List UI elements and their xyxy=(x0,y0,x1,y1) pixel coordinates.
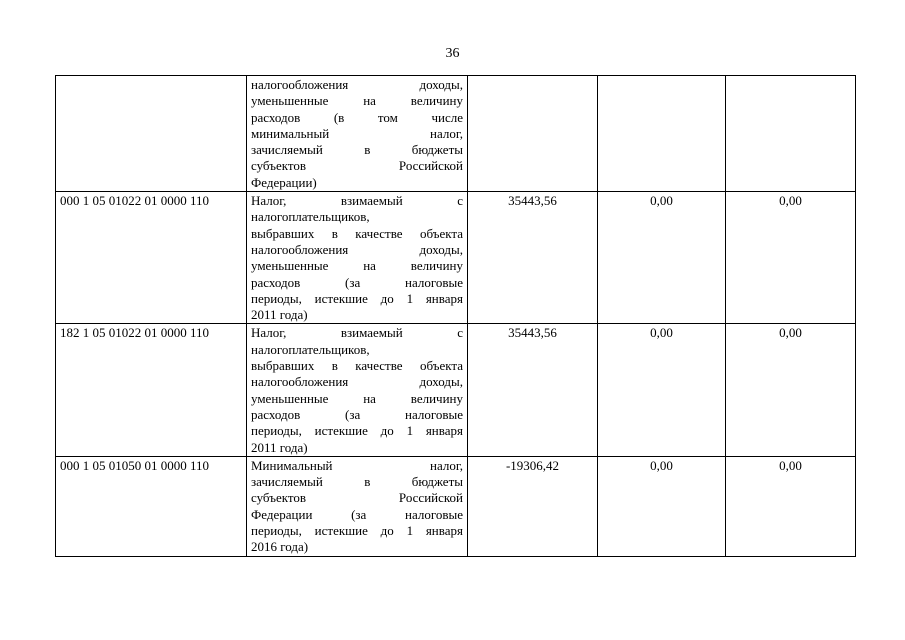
amount-cell-2: 0,00 xyxy=(598,324,726,456)
table-row xyxy=(56,324,856,456)
amount-cell-2 xyxy=(598,76,726,192)
revenue-name-line: периоды, истекшие до 1 января xyxy=(251,423,463,439)
table-row xyxy=(56,76,856,192)
revenue-name-line: Федерации (за налоговые xyxy=(251,506,463,522)
budget-classification-code xyxy=(56,76,247,192)
revenue-name-line: налогообложения доходы, xyxy=(251,374,463,390)
amount-cell-2: 0,00 xyxy=(598,192,726,324)
budget-classification-code: 000 1 05 01022 01 0000 110 xyxy=(56,192,247,324)
revenue-name xyxy=(247,456,468,556)
revenue-name-line: Налог, взимаемый с xyxy=(251,193,463,209)
amount-cell-3 xyxy=(726,76,856,192)
revenue-name-line: расходов (в том числе xyxy=(251,109,463,125)
revenue-name-line: минимальный налог, xyxy=(251,125,463,141)
revenue-name-line: 2011 года) xyxy=(251,307,308,323)
revenue-name-line: расходов (за налоговые xyxy=(251,406,463,422)
revenue-name-line: Минимальный налог, xyxy=(251,457,463,473)
revenue-name-line: выбравших в качестве объекта xyxy=(251,358,463,374)
revenue-name-line: налогообложения доходы, xyxy=(251,77,463,92)
revenue-name-line: субъектов Российской xyxy=(251,490,463,506)
revenue-name xyxy=(247,324,468,456)
budget-classification-code: 182 1 05 01022 01 0000 110 xyxy=(56,324,247,456)
revenue-name-line: периоды, истекшие до 1 января xyxy=(251,290,463,306)
revenue-name xyxy=(247,192,468,324)
amount-cell-1 xyxy=(468,76,598,192)
revenue-name-line: расходов (за налоговые xyxy=(251,274,463,290)
amount-cell-3: 0,00 xyxy=(726,324,856,456)
revenue-name xyxy=(247,76,468,192)
amount-cell-2: 0,00 xyxy=(598,456,726,556)
revenue-name-line: налогообложения доходы, xyxy=(251,241,463,257)
page-number: 36 xyxy=(445,46,460,61)
revenue-name-line: субъектов Российской xyxy=(251,158,463,174)
amount-cell-3: 0,00 xyxy=(726,192,856,324)
table-row xyxy=(56,456,856,556)
budget-revenue-table xyxy=(55,75,856,557)
revenue-name-line: налогоплательщиков, xyxy=(251,209,370,225)
amount-cell-1: 35443,56 xyxy=(468,324,598,456)
revenue-name-line: 2016 года) xyxy=(251,539,309,555)
revenue-name-line: Федерации) xyxy=(251,174,317,190)
amount-cell-3: 0,00 xyxy=(726,456,856,556)
budget-classification-code: 000 1 05 01050 01 0000 110 xyxy=(56,456,247,556)
revenue-name-line: периоды, истекшие до 1 января xyxy=(251,523,463,539)
revenue-name-line: выбравших в качестве объекта xyxy=(251,225,463,241)
amount-cell-1: -19306,42 xyxy=(468,456,598,556)
revenue-name-line: уменьшенные на величину xyxy=(251,258,463,274)
revenue-name-line: налогоплательщиков, xyxy=(251,341,370,357)
revenue-name-line: 2011 года) xyxy=(251,439,308,455)
revenue-name-line: зачисляемый в бюджеты xyxy=(251,474,463,490)
table-row xyxy=(56,192,856,324)
revenue-name-line: уменьшенные на величину xyxy=(251,390,463,406)
revenue-name-line: зачисляемый в бюджеты xyxy=(251,142,463,158)
table-body xyxy=(56,76,856,557)
revenue-name-line: уменьшенные на величину xyxy=(251,93,463,109)
revenue-name-line: Налог, взимаемый с xyxy=(251,325,463,341)
amount-cell-1: 35443,56 xyxy=(468,192,598,324)
